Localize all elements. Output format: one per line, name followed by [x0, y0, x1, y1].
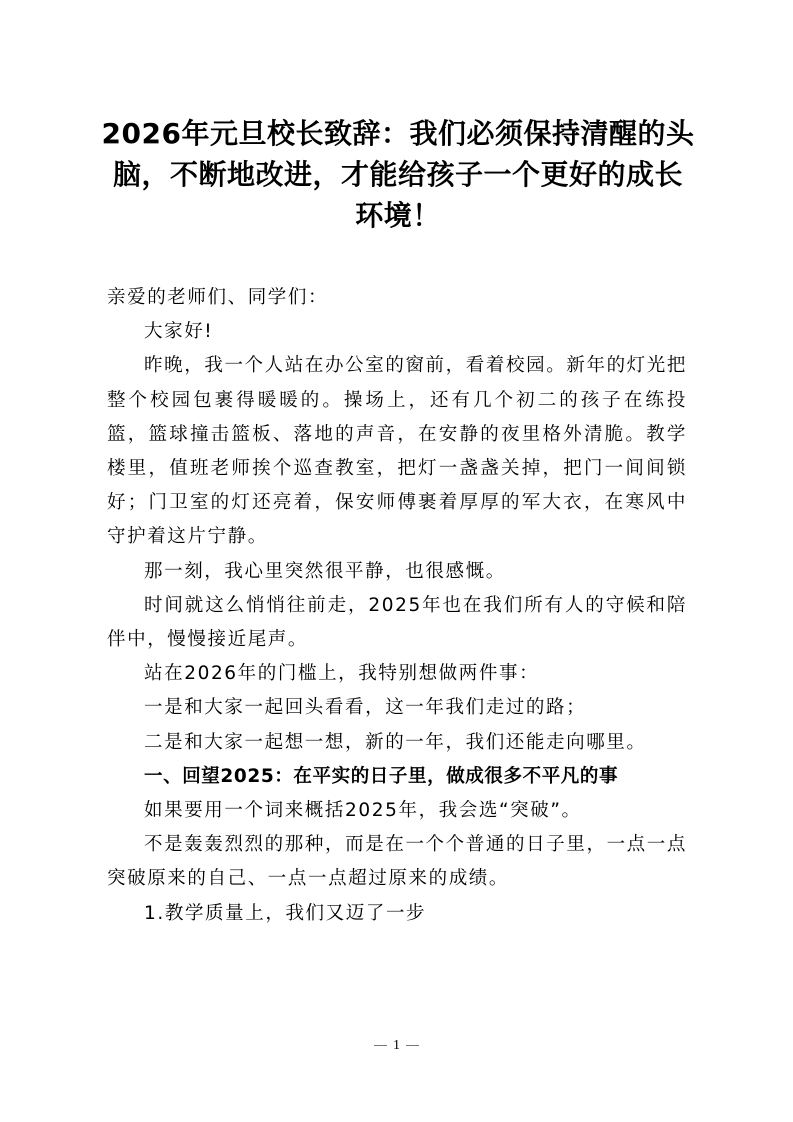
document-title: 2026年元旦校长致辞：我们必须保持清醒的头脑，不断地改进，才能给孩子一个更好的成长环境！ — [101, 117, 695, 232]
salutation: 亲爱的老师们、同学们： — [107, 287, 329, 308]
section-heading: 一、回望2025：在平实的日子里，做成很多不平凡的事 — [144, 765, 619, 787]
footer-dash-left — [374, 1045, 387, 1046]
paragraph: 那一刻，我心里突然很平静，也很感慨。 — [144, 560, 506, 582]
paragraph: 昨晚，我一个人站在办公室的窗前，看着校园。新年的灯光把整个校园包裹得暖暖的。操场上，还有几个初二的孩子在练投篮，篮球撞击篮板、落地的声音，在安静的夜里格外清脆。教学楼里，值班老师挨个巡查教室，把灯一盏盏关掉，把门一间间锁好；门卫室的灯还亮着，保安师傅裹着厚厚的军大衣，在寒风中守护着这片宁静。 — [107, 355, 687, 548]
paragraph: 二是和大家一起想一想，新的一年，我们还能走向哪里。 — [144, 731, 647, 753]
paragraph: 如果要用一个词来概括2025年，我会选“突破”。 — [144, 800, 582, 822]
subsection-heading: 1.教学质量上，我们又迈了一步 — [144, 902, 427, 924]
paragraph: 一是和大家一起回头看看，这一年我们走过的路； — [144, 697, 587, 719]
paragraph-greeting: 大家好! — [144, 321, 214, 343]
paragraph: 不是轰轰烈烈的那种，而是在一个个普通的日子里，一点一点突破原来的自己、一点一点超过原来的成绩。 — [107, 834, 687, 890]
paragraph: 时间就这么悄悄往前走，2025年也在我们所有人的守候和陪伴中，慢慢接近尾声。 — [107, 594, 687, 651]
footer-dash-right — [406, 1045, 419, 1046]
document-body — [107, 281, 687, 931]
page-number: 1 — [393, 1038, 400, 1053]
paragraph: 站在2026年的门槛上，我特别想做两件事： — [144, 663, 540, 685]
page-footer — [0, 1038, 793, 1054]
